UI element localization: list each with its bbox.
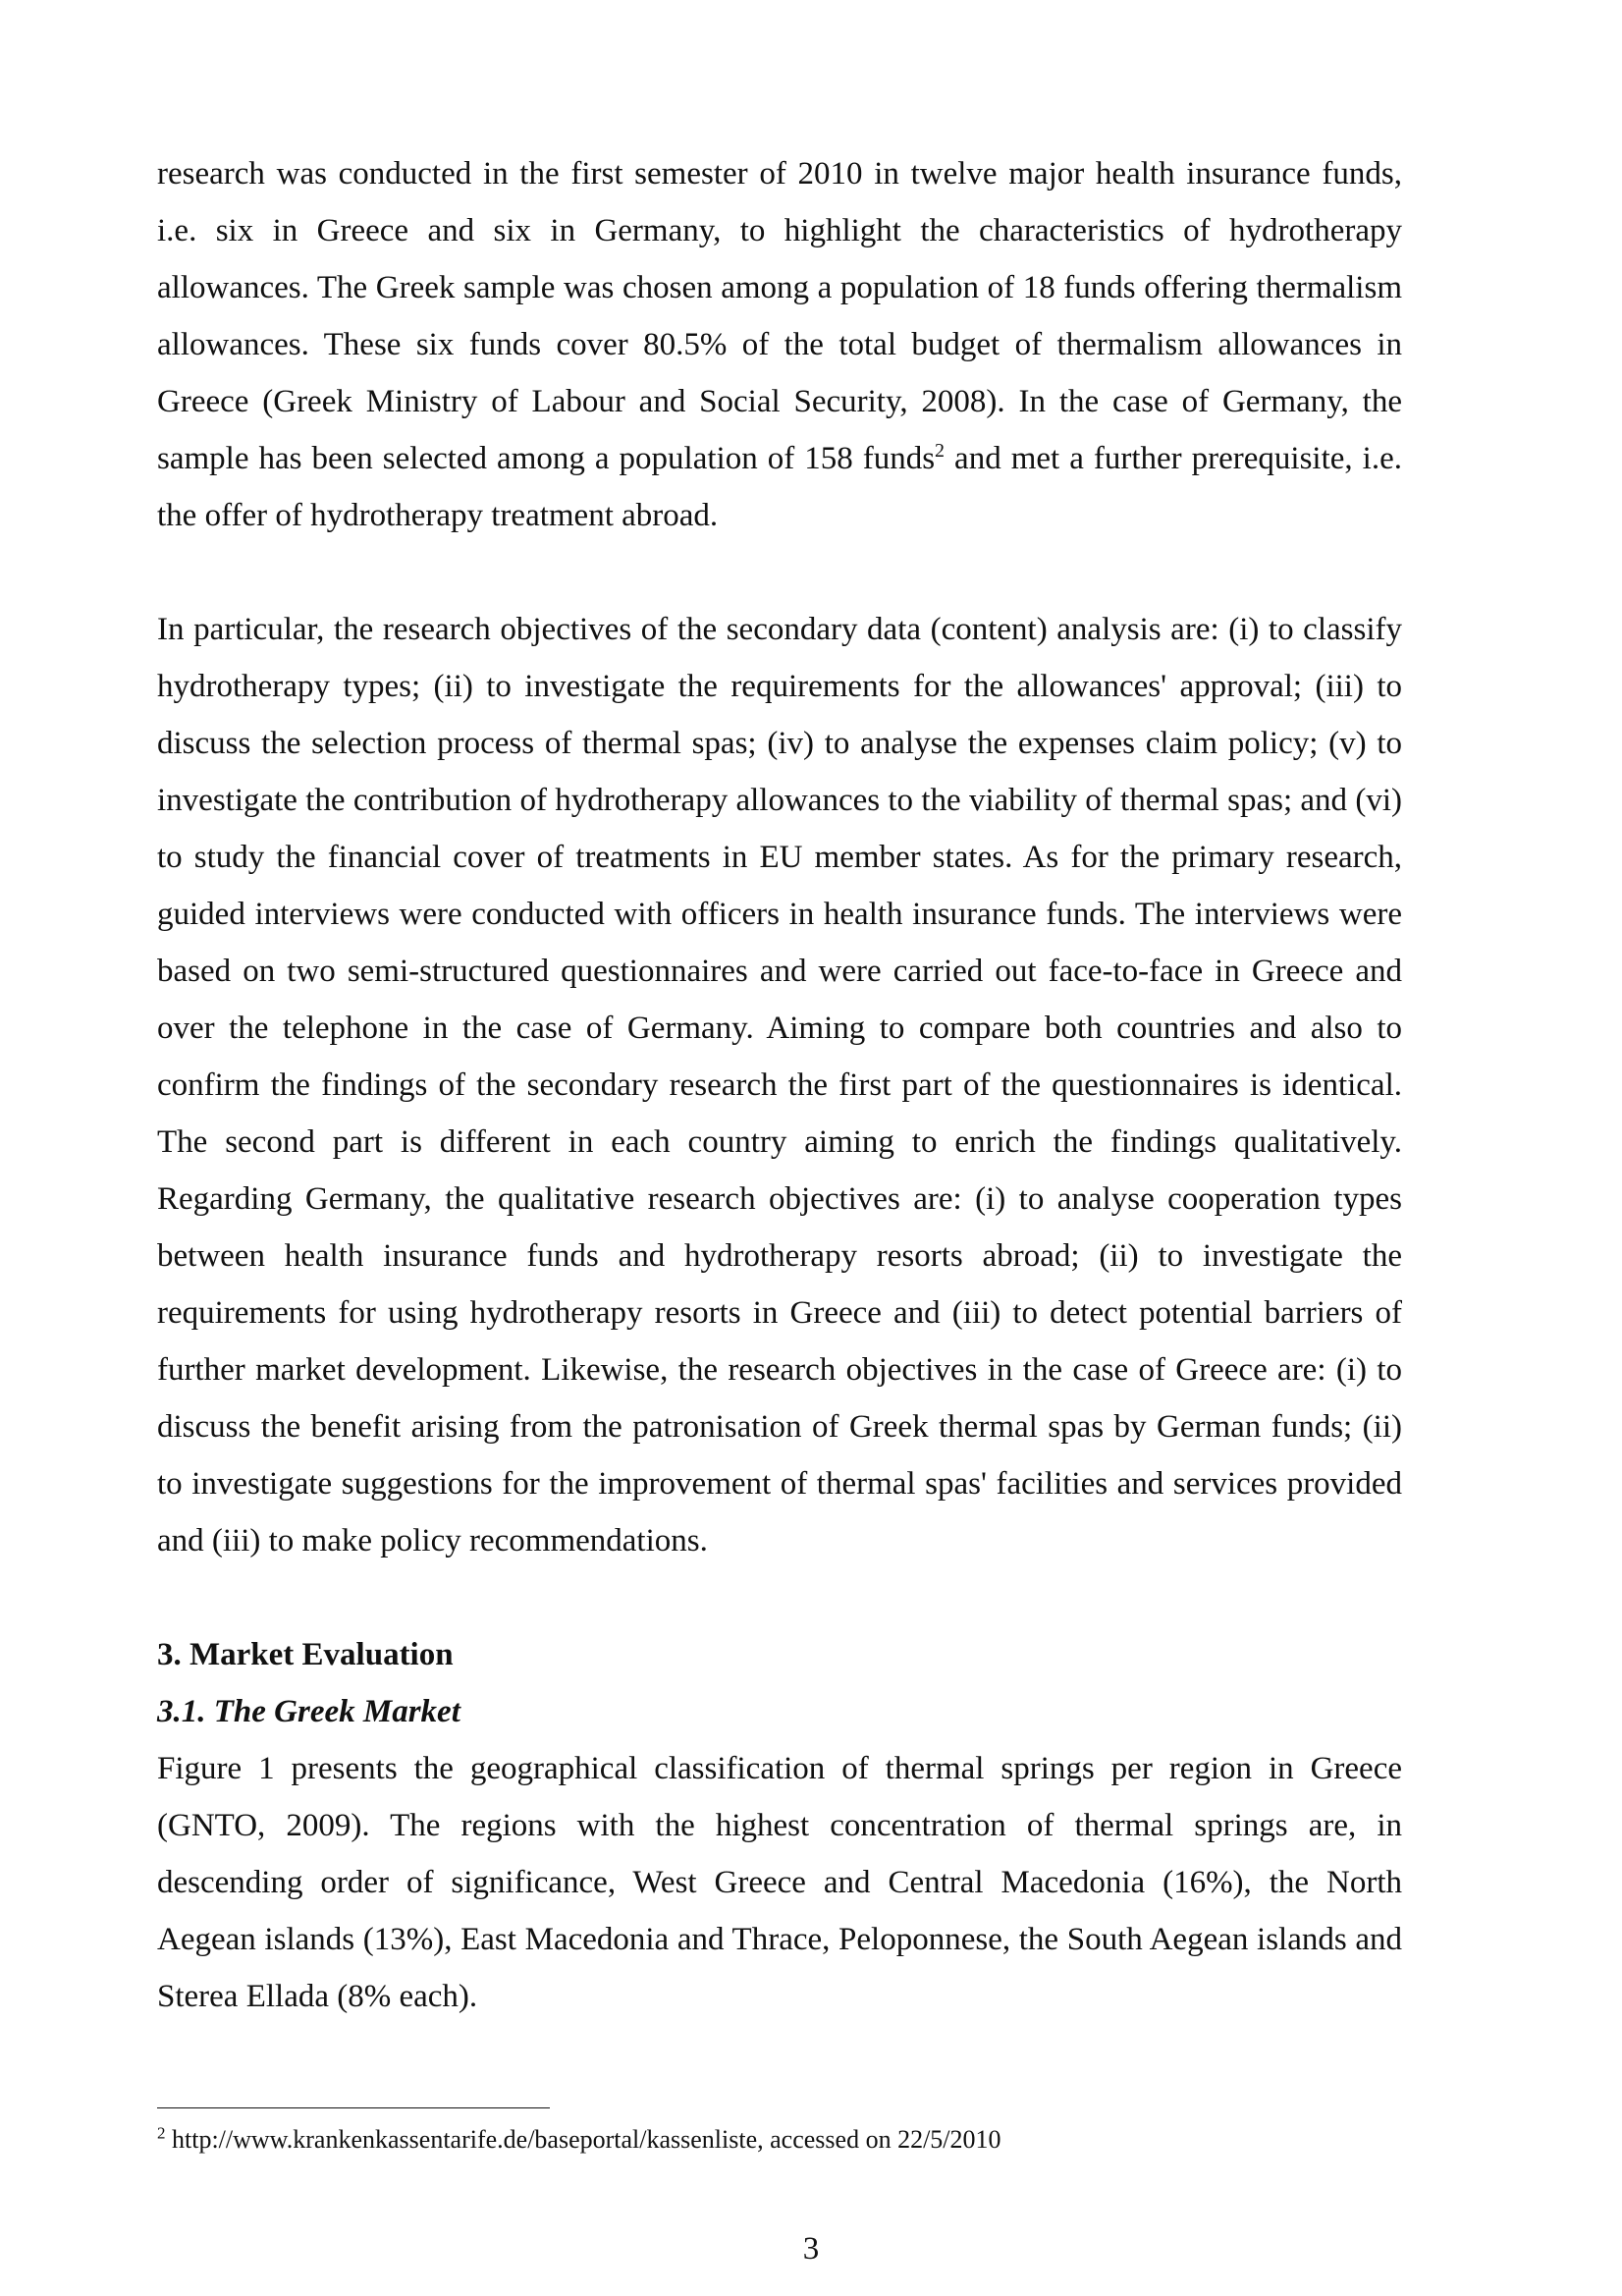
paragraph-research-objectives: In particular, the research objectives of the secondary data (content) analysis are: (i) to classify hydrotherapy types; (ii) to investigate the requirements for the allowances' approval; (iii) to discuss the selection process of thermal spas; (iv) to analyse the expenses claim policy; (v) to investigate the contribution of hydrotherapy allowances to the viability of thermal spas; and (vi) to study the financial cover of treatments in EU member states. As for the primary research, guided interviews were conducted with officers in health insurance funds. The interviews were based on two semi-structured questionnaires and were carried out face-to-face in Greece and over the telephone in the case of Germany. Aiming to compare both countries and also to confirm the findings of the secondary research the first part of the questionnaires is identical. The second part is different in each country aiming to enrich the findings qualitatively. Regarding Germany, the qualitative research objectives are: (i) to analyse cooperation types between health insurance funds and hydrotherapy resorts abroad; (ii) to investigate the requirements for using hydrotherapy resorts in Greece and (iii) to detect potential barriers of further market development. Likewise, the research objectives in the case of Greece are: (i) to discuss the benefit arising from the patronisation of Greek thermal spas by German funds; (ii) to investigate suggestions for the improvement of thermal spas' facilities and services provided and (iii) to make policy recommendations.	[157, 612, 1402, 1558]
paragraph-thermal-springs: Figure 1 presents the geographical classification of thermal springs per region in Greece (GNTO, 2009). The regions with the highest concentration of thermal springs are, in descending order of significance, West Greece and Central Macedonia (16%), the North Aegean islands (13%), East Macedonia and Thrace, Peloponnese, the South Aegean islands and Sterea Ellada (8% each).	[157, 1751, 1402, 2014]
paragraph-research-sample	[157, 145, 1402, 544]
paragraph-research-sample-text: research was conducted in the first semester of 2010 in twelve major health insurance funds, i.e. six in Greece and six in Germany, to highlight the characteristics of hydrotherapy allowances. The Greek sample was chosen among a population of 18 funds offering thermalism allowances. These six funds cover 80.5% of the total budget of thermalism allowances in Greece (Greek Ministry of Labour and Social Security, 2008). In the case of Germany, the sample has been selected among a population of 158 funds	[157, 156, 1402, 476]
footnote-text: http://www.krankenkassentarife.de/baseportal/kassenliste, accessed on 22/5/2010	[165, 2125, 1001, 2154]
footnote-2	[157, 2121, 1402, 2159]
section-heading-market-evaluation: 3. Market Evaluation	[157, 1637, 454, 1672]
footnote-separator	[157, 2107, 550, 2108]
footnote-reference-2[interactable]: 2	[935, 440, 946, 462]
footnote-marker: 2	[157, 2123, 166, 2143]
paragraph-research-sample-text-end: and met a further prerequisite, i.e. the offer of hydrotherapy treatment abroad.	[157, 441, 1402, 533]
subsection-heading-greek-market: 3.1. The Greek Market	[157, 1694, 460, 1729]
page-number: 3	[802, 2231, 820, 2267]
body-text	[157, 145, 1402, 2025]
